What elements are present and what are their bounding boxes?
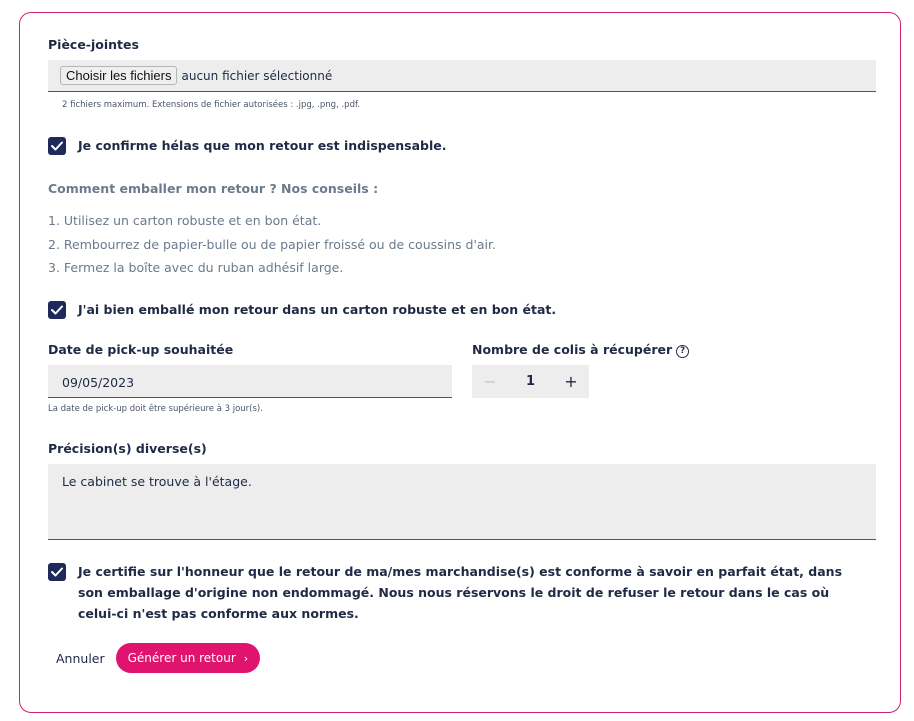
- confirm-needed-checkbox[interactable]: [48, 137, 66, 155]
- notes-label: Précision(s) diverse(s): [48, 441, 207, 456]
- parcels-label-row: [472, 342, 689, 358]
- packing-tips-list: [48, 212, 496, 283]
- confirm-needed-row: [48, 137, 446, 156]
- quantity-value[interactable]: 1: [525, 374, 536, 389]
- attachments-hint: 2 fichiers maximum. Extensions de fichier autorisées : .jpg, .png, .pdf.: [62, 100, 361, 110]
- choose-files-button[interactable]: Choisir les fichiers: [60, 66, 177, 85]
- packing-title: Comment emballer mon retour ? Nos conseils :: [48, 181, 379, 196]
- file-input[interactable]: [48, 60, 876, 92]
- confirm-packed-label: J'ai bien emballé mon retour dans un carton robuste et en bon état.: [78, 302, 557, 317]
- cancel-button[interactable]: Annuler: [56, 650, 105, 666]
- certify-checkbox[interactable]: [48, 563, 66, 581]
- confirm-packed-row: [48, 301, 556, 320]
- attachments-label: Pièce-jointes: [48, 37, 139, 52]
- parcels-label: Nombre de colis à récupérer: [472, 342, 673, 357]
- notes-textarea[interactable]: Le cabinet se trouve à l'étage.: [48, 464, 876, 540]
- pickup-date-hint: La date de pick-up doit être supérieure à 3 jour(s).: [48, 404, 263, 414]
- chevron-right-icon: ›: [243, 651, 249, 665]
- confirm-needed-label: Je confirme hélas que mon retour est indispensable.: [78, 138, 447, 153]
- check-icon: [51, 305, 63, 315]
- quantity-stepper: [472, 365, 589, 398]
- generate-return-label: Générer un retour: [127, 651, 236, 665]
- form-actions: [56, 643, 260, 673]
- confirm-packed-checkbox[interactable]: [48, 301, 66, 319]
- tip-item: 3. Fermez la boîte avec du ruban adhésif large.: [48, 260, 344, 275]
- file-status: aucun fichier sélectionné: [181, 68, 333, 83]
- check-icon: [51, 567, 63, 577]
- certify-label: Je certifie sur l'honneur que le retour de ma/mes marchandise(s) est conforme à savoir en parfait état, dans son emballage d'origine non endommagé. Nous nous réservons le droit de refuser le retour dans le cas où celui-ci n'est pas conforme aux normes.: [78, 564, 843, 621]
- help-icon[interactable]: ?: [676, 345, 689, 358]
- certify-row: [48, 563, 848, 624]
- decrement-button[interactable]: −: [483, 372, 497, 391]
- tip-item: 1. Utilisez un carton robuste et en bon état.: [48, 213, 322, 228]
- generate-return-button[interactable]: [116, 643, 261, 673]
- pickup-date-input[interactable]: 09/05/2023: [48, 365, 452, 398]
- pickup-date-label: Date de pick-up souhaitée: [48, 342, 234, 357]
- check-icon: [51, 141, 63, 151]
- tip-item: 2. Rembourrez de papier-bulle ou de papier froissé ou de coussins d'air.: [48, 236, 496, 252]
- increment-button[interactable]: +: [564, 372, 578, 391]
